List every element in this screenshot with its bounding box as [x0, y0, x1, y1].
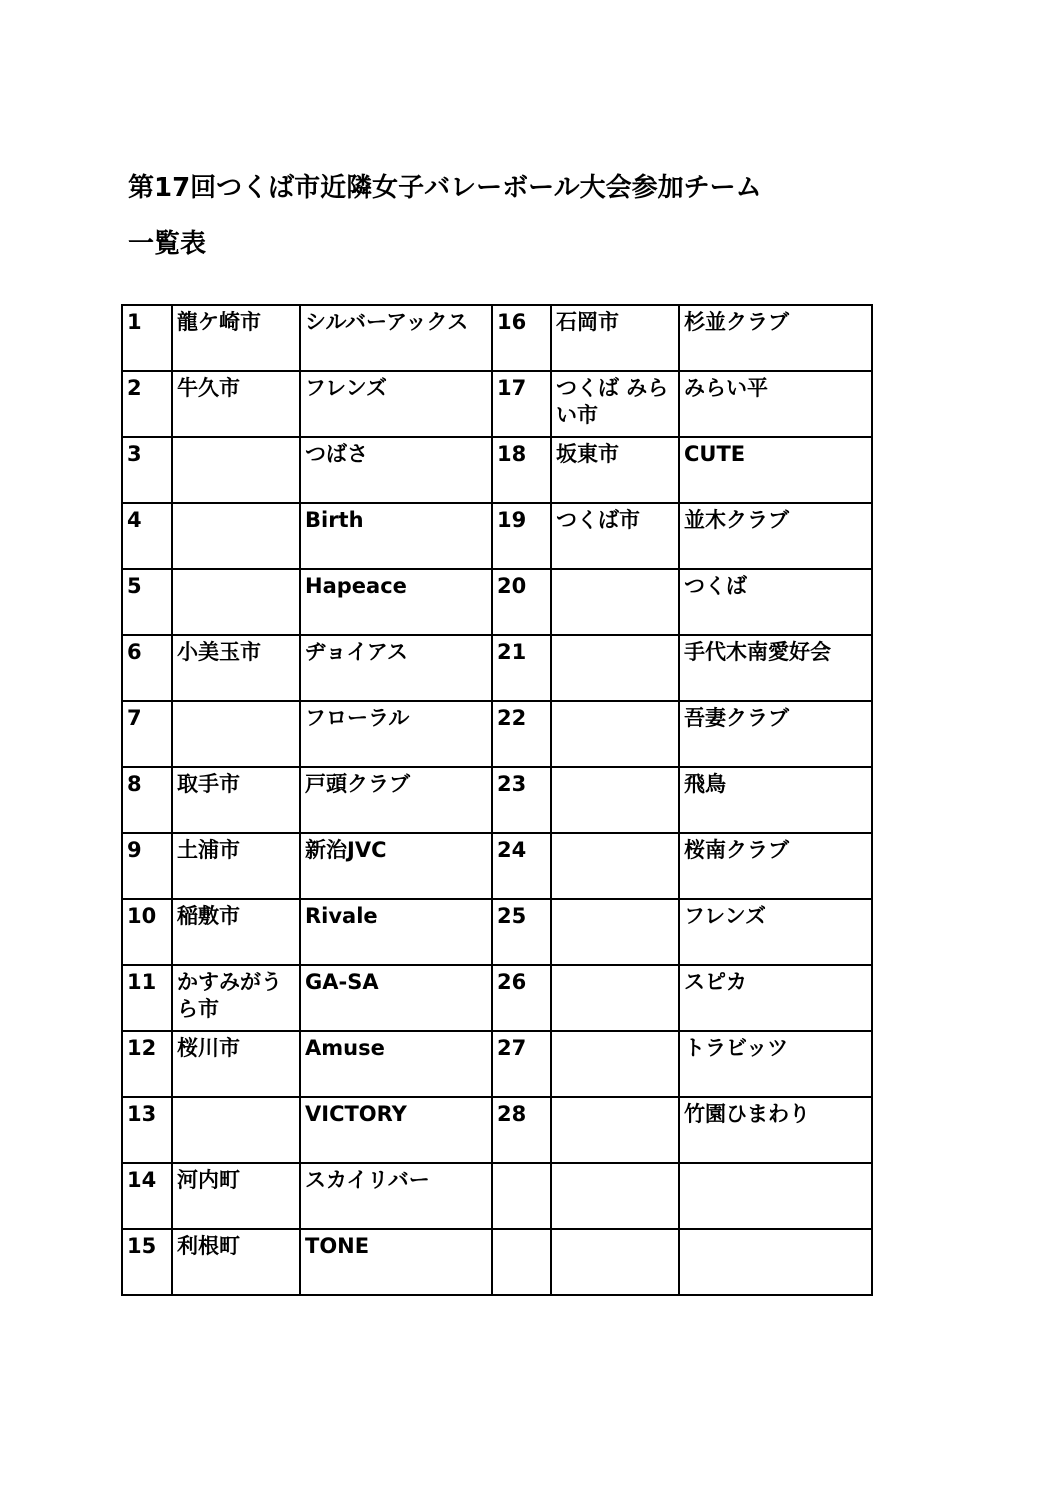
team-name-cell: みらい平 [679, 371, 872, 437]
entry-number-cell: 2 [122, 371, 172, 437]
team-name-cell: Birth [300, 503, 492, 569]
entry-number-cell: 12 [122, 1031, 172, 1097]
team-name-cell: スカイリバー [300, 1163, 492, 1229]
entry-number-cell: 13 [122, 1097, 172, 1163]
city-cell: つくば みらい市 [551, 371, 679, 437]
city-cell [551, 1163, 679, 1229]
entry-number-cell: 6 [122, 635, 172, 701]
team-name-cell [679, 1229, 872, 1295]
city-cell: 牛久市 [172, 371, 300, 437]
entry-number-cell: 16 [492, 305, 551, 371]
team-name-cell: 飛鳥 [679, 767, 872, 833]
entry-number-cell: 21 [492, 635, 551, 701]
entry-number-cell: 24 [492, 833, 551, 899]
page-title-line-2: 一覧表 [128, 229, 207, 259]
entry-number-cell: 20 [492, 569, 551, 635]
city-cell: 龍ケ崎市 [172, 305, 300, 371]
city-cell [551, 635, 679, 701]
table-row [122, 635, 872, 701]
table-row [122, 899, 872, 965]
entry-number-cell: 14 [122, 1163, 172, 1229]
city-cell: かすみがうら市 [172, 965, 300, 1031]
city-cell [551, 767, 679, 833]
table-row [122, 569, 872, 635]
city-cell [551, 1229, 679, 1295]
team-name-cell: つくば [679, 569, 872, 635]
team-name-cell: トラビッツ [679, 1031, 872, 1097]
table-row [122, 371, 872, 437]
city-cell [551, 569, 679, 635]
table-row [122, 1031, 872, 1097]
team-name-cell: 手代木南愛好会 [679, 635, 872, 701]
entry-number-cell: 28 [492, 1097, 551, 1163]
city-cell: 桜川市 [172, 1031, 300, 1097]
team-name-cell: フローラル [300, 701, 492, 767]
team-name-cell: ヂョイアス [300, 635, 492, 701]
team-name-cell: 桜南クラブ [679, 833, 872, 899]
team-name-cell: GA-SA [300, 965, 492, 1031]
entry-number-cell: 10 [122, 899, 172, 965]
team-list-body [122, 305, 872, 1295]
team-name-cell [679, 1163, 872, 1229]
city-cell: 取手市 [172, 767, 300, 833]
city-cell [551, 899, 679, 965]
team-name-cell: 戸頭クラブ [300, 767, 492, 833]
team-name-cell: Amuse [300, 1031, 492, 1097]
city-cell [172, 503, 300, 569]
team-name-cell: VICTORY [300, 1097, 492, 1163]
team-name-cell: フレンズ [300, 371, 492, 437]
city-cell: 小美玉市 [172, 635, 300, 701]
page-title-line-1: 第17回つくば市近隣女子バレーボール大会参加チーム [128, 173, 762, 203]
city-cell [172, 437, 300, 503]
team-name-cell: Rivale [300, 899, 492, 965]
city-cell [551, 965, 679, 1031]
entry-number-cell: 26 [492, 965, 551, 1031]
city-cell: 石岡市 [551, 305, 679, 371]
entry-number-cell: 9 [122, 833, 172, 899]
city-cell: 河内町 [172, 1163, 300, 1229]
table-row [122, 1097, 872, 1163]
city-cell: 坂東市 [551, 437, 679, 503]
team-name-cell: フレンズ [679, 899, 872, 965]
entry-number-cell: 22 [492, 701, 551, 767]
city-cell: 土浦市 [172, 833, 300, 899]
team-name-cell: 杉並クラブ [679, 305, 872, 371]
entry-number-cell: 25 [492, 899, 551, 965]
entry-number-cell: 7 [122, 701, 172, 767]
team-name-cell: 新治JVC [300, 833, 492, 899]
city-cell [172, 569, 300, 635]
entry-number-cell: 3 [122, 437, 172, 503]
entry-number-cell: 27 [492, 1031, 551, 1097]
table-row [122, 701, 872, 767]
team-name-cell: 竹園ひまわり [679, 1097, 872, 1163]
team-name-cell: Hapeace [300, 569, 492, 635]
city-cell: 稲敷市 [172, 899, 300, 965]
entry-number-cell: 23 [492, 767, 551, 833]
entry-number-cell: 11 [122, 965, 172, 1031]
team-name-cell: 吾妻クラブ [679, 701, 872, 767]
city-cell [551, 1097, 679, 1163]
table-row [122, 965, 872, 1031]
city-cell [172, 701, 300, 767]
city-cell [551, 1031, 679, 1097]
team-list-table [121, 304, 873, 1296]
team-name-cell: TONE [300, 1229, 492, 1295]
city-cell [551, 701, 679, 767]
page-title [128, 160, 948, 272]
city-cell: 利根町 [172, 1229, 300, 1295]
team-name-cell: つばさ [300, 437, 492, 503]
table-row [122, 437, 872, 503]
table-row [122, 1229, 872, 1295]
entry-number-cell [492, 1229, 551, 1295]
table-row [122, 503, 872, 569]
entry-number-cell: 1 [122, 305, 172, 371]
city-cell: つくば市 [551, 503, 679, 569]
entry-number-cell: 5 [122, 569, 172, 635]
team-name-cell: 並木クラブ [679, 503, 872, 569]
table-row [122, 833, 872, 899]
city-cell [172, 1097, 300, 1163]
team-name-cell: シルバーアックス [300, 305, 492, 371]
entry-number-cell [492, 1163, 551, 1229]
entry-number-cell: 19 [492, 503, 551, 569]
table-row [122, 1163, 872, 1229]
entry-number-cell: 17 [492, 371, 551, 437]
team-name-cell: CUTE [679, 437, 872, 503]
table-row [122, 305, 872, 371]
table-row [122, 767, 872, 833]
entry-number-cell: 18 [492, 437, 551, 503]
city-cell [551, 833, 679, 899]
entry-number-cell: 15 [122, 1229, 172, 1295]
team-name-cell: スピカ [679, 965, 872, 1031]
entry-number-cell: 4 [122, 503, 172, 569]
entry-number-cell: 8 [122, 767, 172, 833]
